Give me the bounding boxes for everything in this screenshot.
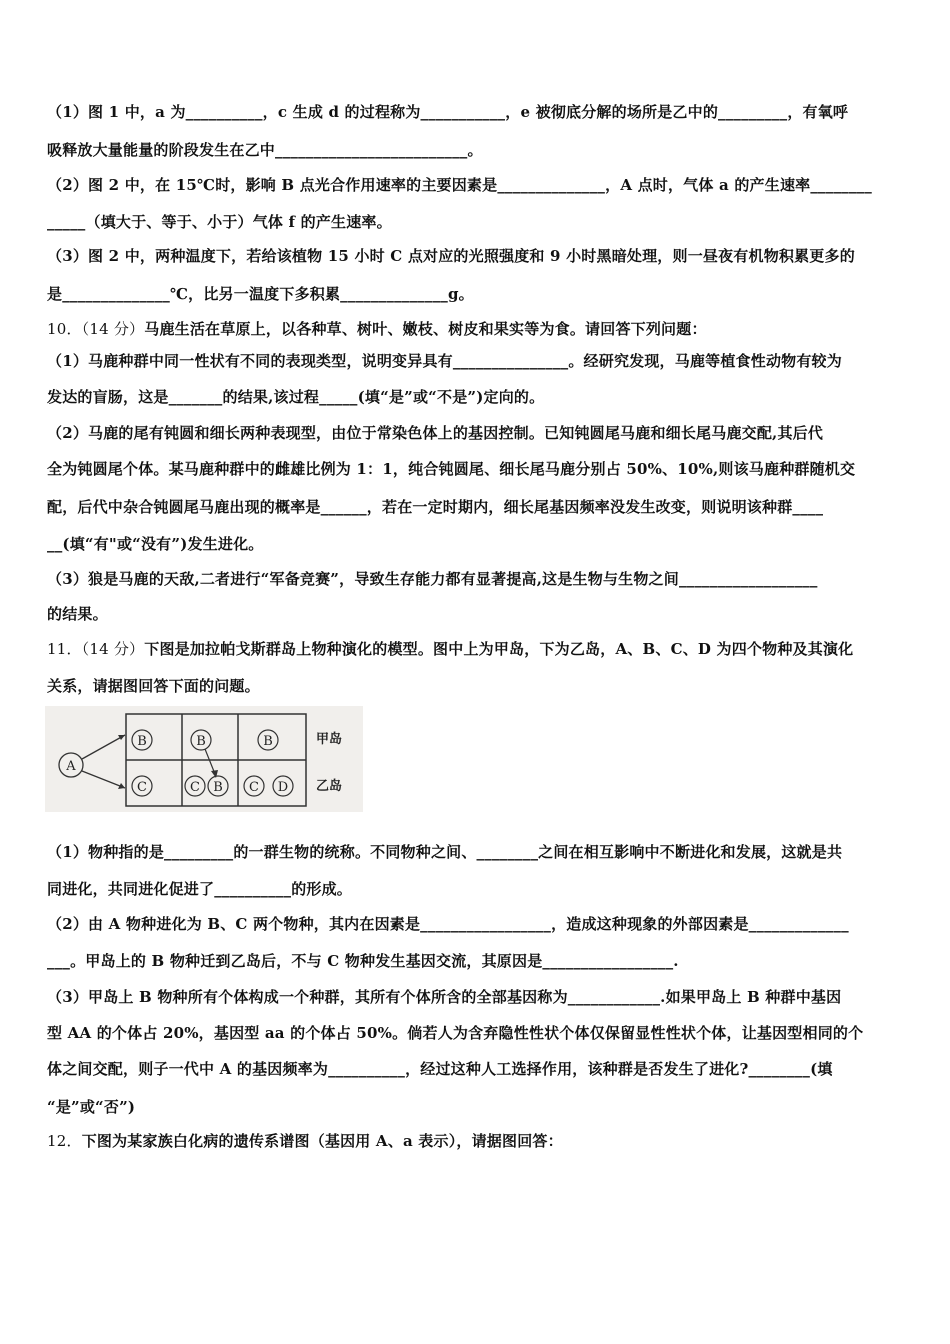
- q9-part2-line1: （2）图 2 中，在 15℃时，影响 B 点光合作用速率的主要因素是______________，A 点时，气体 a 的产生速率________: [47, 176, 872, 194]
- q11-part1-line1: （1）物种指的是_________的一群生物的统称。不同物种之间、________之间在相互影响中不断进化和发展，这就是共: [47, 843, 843, 861]
- question-text: 下图是加拉帕戈斯群岛上物种演化的模型。图中上为甲岛，下为乙岛，A、B、C、D 为四个物种及其演化: [144, 640, 854, 658]
- q10-part1-line1: （1）马鹿种群中同一性状有不同的表现类型，说明变异具有_______________。经研究发现，马鹿等植食性动物有较为: [47, 352, 842, 370]
- q9-part1-line2: 吸释放大量能量的阶段发生在乙中_________________________。: [47, 141, 483, 159]
- top-species-3-label: B: [263, 734, 273, 749]
- question-text: 下图为某家族白化病的遗传系谱图（基因用 A、a 表示），请据图回答：: [81, 1132, 563, 1150]
- bottom-species-5-label: D: [277, 780, 289, 795]
- island-jia-label: 甲岛: [316, 732, 343, 747]
- q11-part3-line4: “是”或“否”): [47, 1098, 136, 1116]
- question-number: 12．: [47, 1132, 82, 1150]
- q11-part2-line1: （2）由 A 物种进化为 B、C 两个物种，其内在因素是_________________，造成这种现象的外部因素是_____________: [47, 915, 849, 933]
- bottom-species-2-label: C: [190, 780, 200, 795]
- species-a-label: A: [66, 759, 76, 774]
- q10-part2-line1: （2）马鹿的尾有钝圆和细长两种表现型，由位于常染色体上的基因控制。已知钝圆尾马鹿和细长尾马鹿交配,其后代: [47, 424, 824, 442]
- question-text: 马鹿生活在草原上，以各种草、树叶、嫩枝、树皮和果实等为食。请回答下列问题：: [144, 320, 707, 338]
- q9-part1-line1: （1）图 1 中，a 为__________，c 生成 d 的过程称为___________，e 被彻底分解的场所是乙中的_________，有氧呼: [47, 103, 849, 121]
- q10-part3-line1: （3）狼是马鹿的天敌,二者进行“军备竞赛”，导致生存能力都有显著提高,这是生物与生物之间__________________: [47, 570, 818, 588]
- q11-part2-line2: ___。甲岛上的 B 物种迁到乙岛后，不与 C 物种发生基因交流，其原因是_________________.: [47, 952, 679, 970]
- bottom-species-3-label: B: [213, 780, 223, 795]
- bottom-species-1-label: C: [137, 780, 147, 795]
- q10-part1-line2: 发达的盲肠，这是_______的结果,该过程_____(填“是”或“不是”)定向的。: [47, 388, 545, 406]
- q11-part1-line2: 同进化，共同进化促进了__________的形成。: [47, 880, 353, 898]
- q9-part3-line2: 是______________℃，比另一温度下多积累______________g。: [47, 285, 474, 303]
- q10-part2-line3: 配，后代中杂合钝圆尾马鹿出现的概率是______，若在一定时期内，细长尾基因频率没发生改变，则说明该种群____: [47, 498, 824, 516]
- arrow-a-to-bottom: [82, 771, 125, 788]
- q11-part3-line3: 体之间交配，则子一代中 A 的基因频率为__________，经过这种人工选择作用，该种群是否发生了进化?________(填: [47, 1060, 833, 1078]
- top-species-1-label: B: [137, 734, 147, 749]
- top-species-2-label: B: [196, 734, 206, 749]
- q9-part3-line1: （3）图 2 中，两种温度下，若给该植物 15 小时 C 点对应的光照强度和 9 小时黑暗处理，则一昼夜有机物积累更多的: [47, 247, 855, 265]
- q9-part2-line2: _____（填大于、等于、小于）气体 f 的产生速率。: [47, 213, 392, 231]
- bottom-species-4-label: C: [249, 780, 259, 795]
- q11-stem-line2: 关系，请据图回答下面的问题。: [47, 677, 260, 695]
- species-evolution-diagram: [45, 706, 363, 812]
- q11-part3-line2: 型 AA 的个体占 20%，基因型 aa 的个体占 50%。倘若人为含弃隐性性状个体仅保留显性性状个体，让基因型相同的个: [47, 1024, 864, 1042]
- arrow-a-to-top: [82, 735, 125, 759]
- island-yi-label: 乙岛: [316, 779, 343, 794]
- q10-stem: [47, 319, 707, 339]
- question-number: 10．（14 分）: [47, 320, 145, 338]
- q11-stem: [47, 639, 853, 659]
- migration-arrow: [205, 749, 215, 774]
- q10-part3-line2: 的结果。: [47, 605, 108, 623]
- q10-part2-line4: __(填“有"或“没有”)发生进化。: [47, 535, 264, 553]
- question-number: 11．（14 分）: [47, 640, 145, 658]
- species-evolution-svg: [45, 706, 363, 812]
- q11-part3-line1: （3）甲岛上 B 物种所有个体构成一个种群，其所有个体所含的全部基因称为____________.如果甲岛上 B 种群中基因: [47, 988, 842, 1006]
- q12-stem: [47, 1131, 563, 1151]
- q10-part2-line2: 全为钝圆尾个体。某马鹿种群中的雌雄比例为 1：1，纯合钝圆尾、细长尾马鹿分别占 50%、10%,则该马鹿种群随机交: [47, 460, 856, 478]
- arrowhead-top: [118, 735, 125, 740]
